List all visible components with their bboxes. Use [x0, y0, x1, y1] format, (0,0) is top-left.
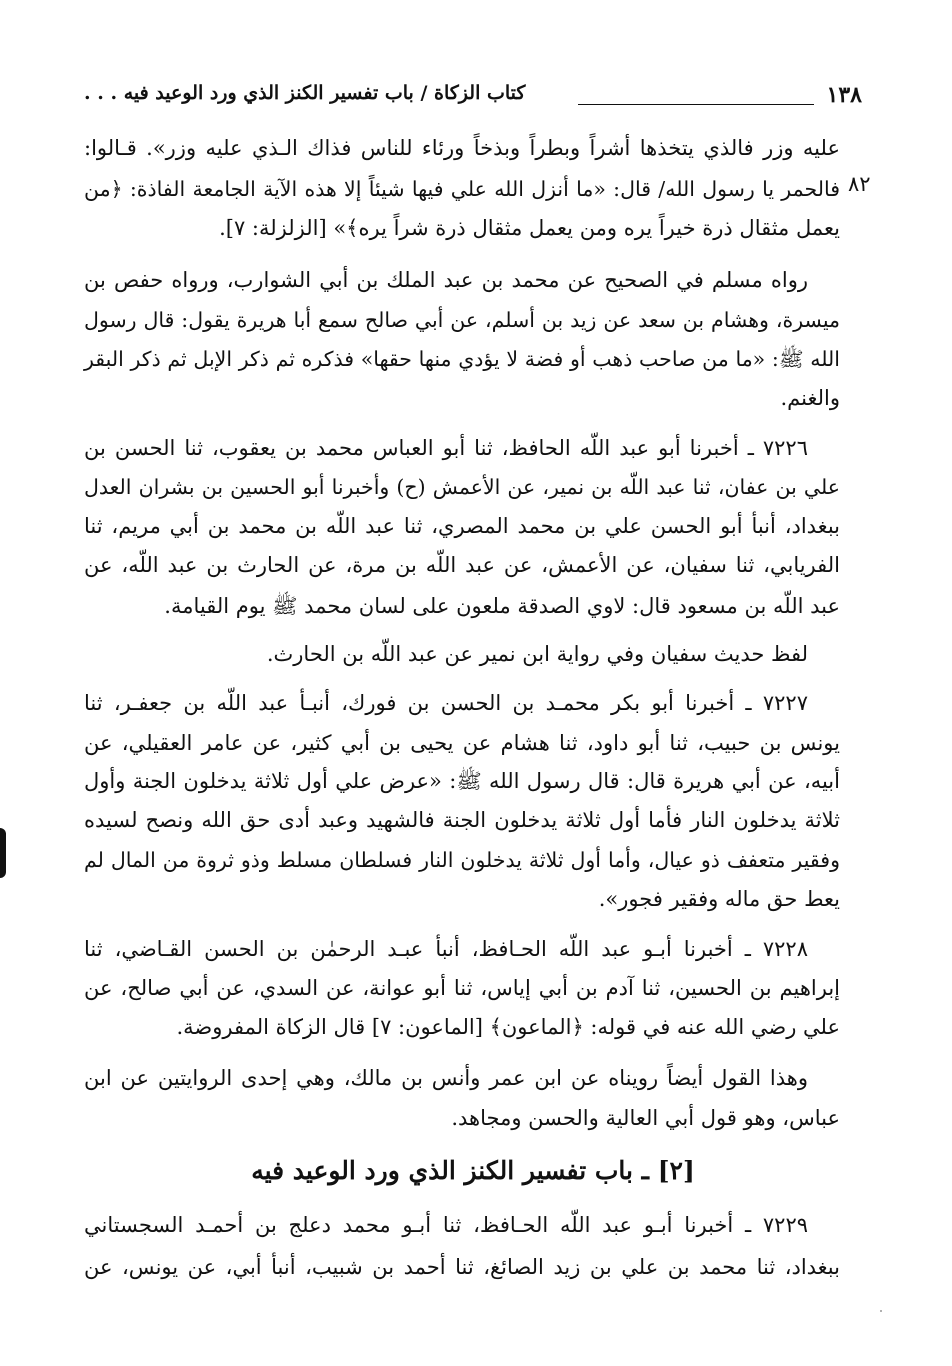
text-line: إبراهيم بن الحسين، ثنا آدم بن أبي إياس، ثنا أبو عوانة، عن السدي، عن أبي صالح، عن [84, 976, 840, 1000]
text-line: والغنم. [780, 386, 840, 410]
text-line: ببغداد، ثنا محمد بن علي بن زيد الصائغ، ثنا أحمد بن شبيب، أنبأ أبي، عن يونس، عن [84, 1255, 840, 1279]
text-line: ثلاثة يدخلون النار فأما أول ثلاثة يدخلون الجنة فالشهيد وعبد أدى حق الله ونصح لسيده [84, 808, 840, 832]
running-title: كتاب الزكاة / باب تفسير الكنز الذي ورد الوعيد فيه . . . [84, 82, 526, 104]
text-line: وهذا القول أيضاً رويناه عن ابن عمر وأنس بن مالك، وهي إحدى الروايتين عن ابن [84, 1066, 808, 1090]
margin-page-reference: ٨٢ [848, 172, 871, 196]
text-line: رواه مسلم في الصحيح عن محمد بن عبد الملك بن أبي الشوارب، ورواه حفص بن [84, 268, 808, 292]
text-line: ٧٢٢٨ ـ أخبرنا أبـو عبد اللّه الحـافظ، أنبأ عبـد الرحمٰن بن الحسن القـاضي، ثنا [84, 937, 808, 961]
text-line: علي بن عفان، ثنا عبد اللّه بن نمير، عن الأعمش (ح) وأخبرنا أبو الحسين بن بشران العدل [84, 475, 840, 499]
text-line: ميسرة، وهشام بن سعد عن زيد بن أسلم، عن أبي صالح سمع أبا هريرة يقول: قال رسول [84, 308, 840, 332]
page-edge-mark [0, 828, 6, 878]
running-header [84, 82, 862, 116]
header-rule [578, 104, 814, 105]
text-line: ٧٢٢٩ ـ أخبرنا أبـو عبد اللّه الحـافظ، ثنا أبـو محمد دعلج بن أحمـد السجستاني [84, 1213, 809, 1237]
text-line: عليه وزر فالذي يتخذها أشراً وبطراً وبذخاً ورئاء للناس فذاك الـذي عليه وزر». قـالوا: [84, 136, 840, 160]
text-line: الفريابي، ثنا سفيان، عن الأعمش، عن عبد اللّه بن مرة، عن الحارث بن عبد اللّه، عن [84, 553, 840, 577]
text-line: علي رضي الله عنه في قوله: ﴿الماعون﴾ [الماعون: ٧] قال الزكاة المفروضة. [176, 1015, 840, 1039]
text-line: عبد اللّه بن مسعود قال: لاوي الصدقة ملعون على لسان محمد ﷺ يوم القيامة. [164, 594, 840, 618]
text-line: ٧٢٢٧ ـ أخبرنا أبو بكر محمـد بن الحسن بن فورك، أنبـأ عبد اللّه بن جعفـر، ثنا [84, 691, 808, 715]
text-line: يونس بن حبيب، ثنا أبو داود، ثنا هشام عن يحيى بن أبي كثير، عن عامر العقيلي، عن [84, 731, 840, 755]
text-line: يعمل مثقال ذرة خيراً يره ومن يعمل مثقال ذرة شراً يره﴾» [الزلزلة: ٧]. [219, 216, 840, 240]
text-line: عباس، وهو قول أبي العالية والحسن ومجاهد. [451, 1106, 840, 1130]
text-line: وفقير متعفف ذو عيال، وأما أول ثلاثة يدخلون النار فسلطان مسلط وذو ثروة من المال لم [84, 848, 840, 872]
text-line: أبيه، عن أبي هريرة قال: قال رسول الله ﷺ: «عرض علي أول ثلاثة يدخلون الجنة وأول [84, 769, 840, 793]
text-line: ببغداد، أنبأ أبو الحسن علي بن محمد المصري، ثنا عبد اللّه بن محمد بن أبي مريم، ثنا [84, 514, 840, 538]
text-line: فالحمر يا رسول الله/ قال: «ما أنزل الله علي فيها شيئاً إلا هذه الآية الجامعة الفاذة: ﴿من [84, 177, 840, 201]
page-number: ١٣٨ [826, 82, 862, 108]
text-line: لفظ حديث سفيان وفي رواية ابن نمير عن عبد اللّه بن الحارث. [266, 642, 808, 666]
scan-speck [880, 1310, 882, 1312]
text-line: الله ﷺ: «ما من صاحب ذهب أو فضة لا يؤدي منها حقها» فذكره ثم ذكر الإبل ثم ذكر البقر [84, 347, 840, 371]
chapter-title: [٢] ـ باب تفسير الكنز الذي ورد الوعيد فيه [251, 1156, 695, 1185]
text-line: يعط حق ماله وفقير فجور». [598, 887, 840, 911]
text-line: ٧٢٢٦ ـ أخبرنا أبو عبد اللّه الحافظ، ثنا أبو العباس محمد بن يعقوب، ثنا الحسن بن [84, 436, 808, 460]
